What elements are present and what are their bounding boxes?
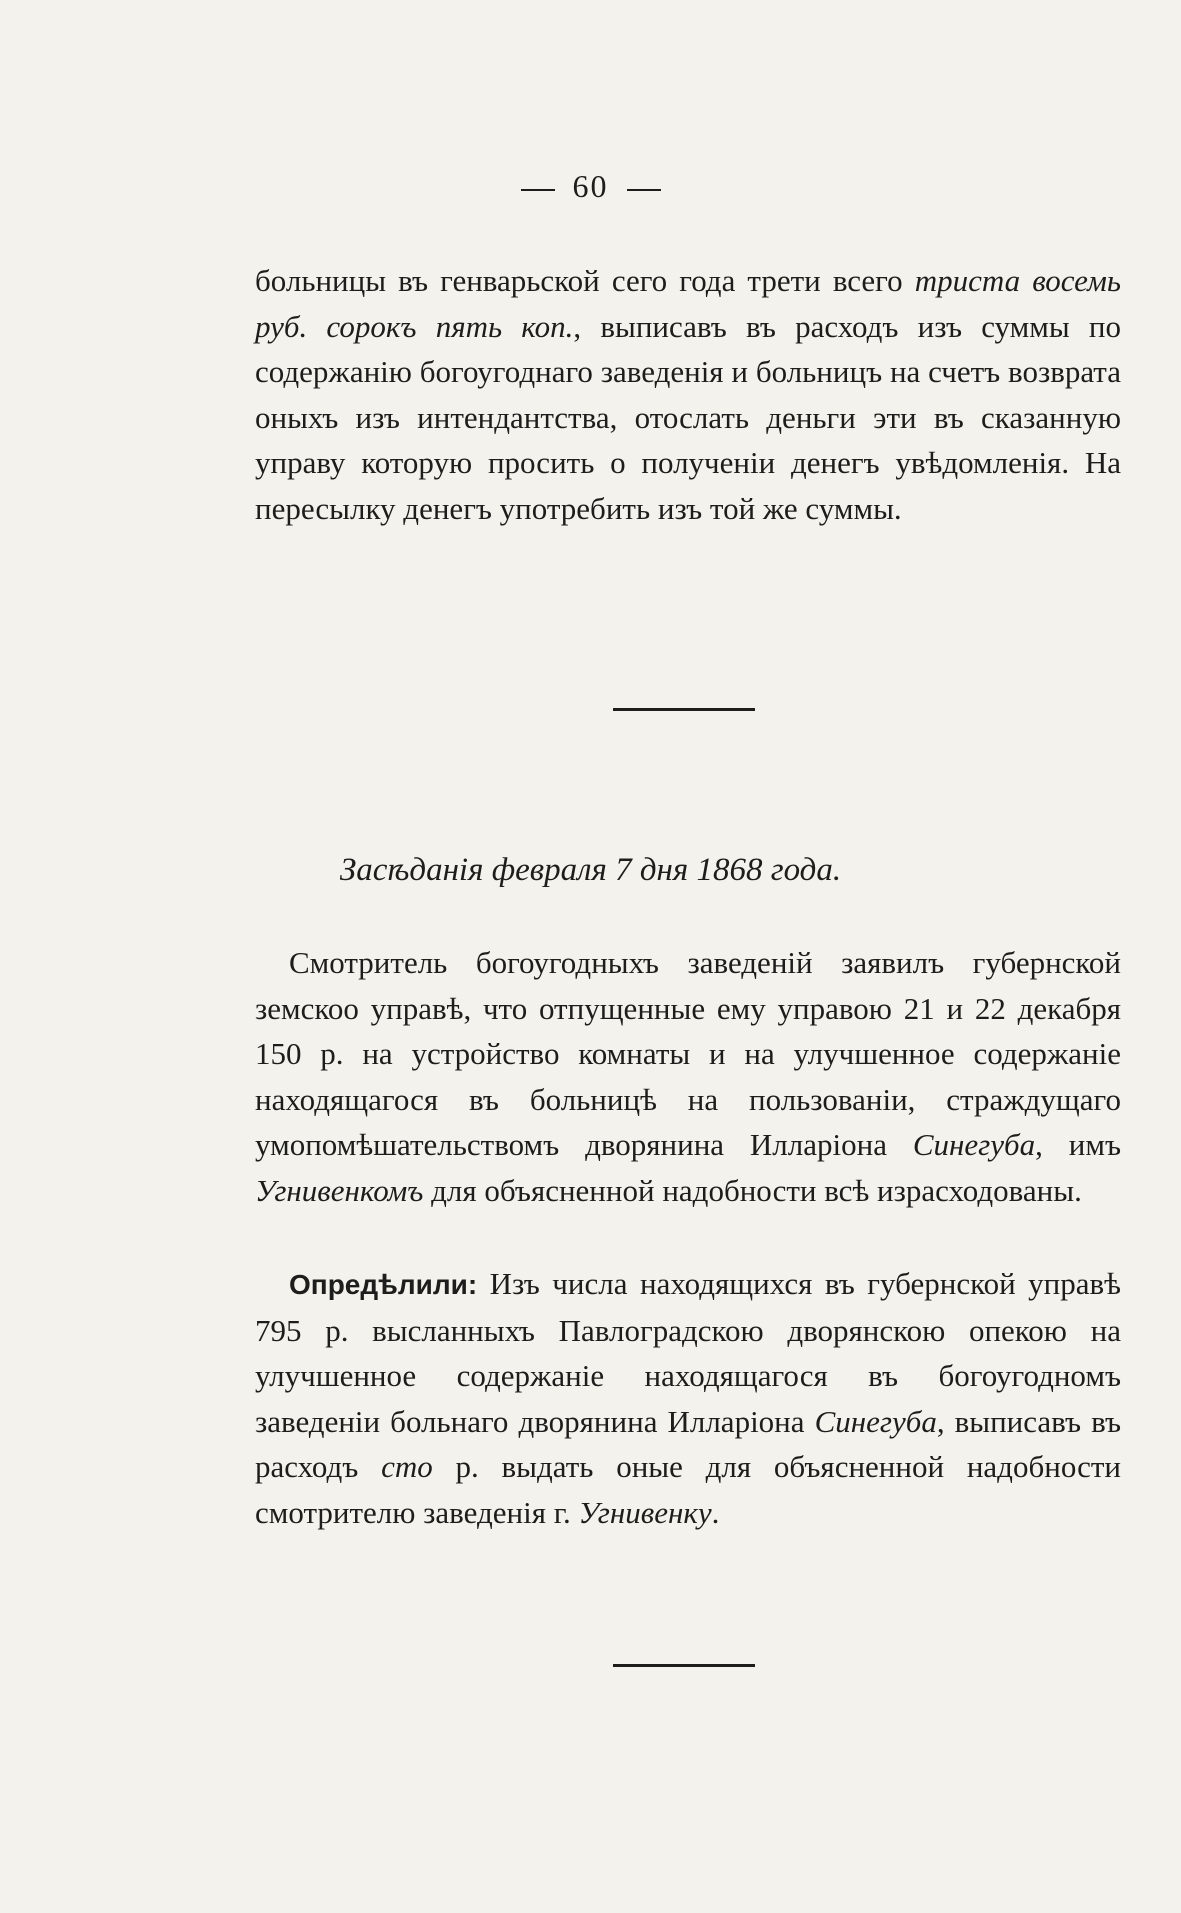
resolution-paragraph: [255, 1261, 1121, 1535]
statement-paragraph: [255, 940, 1121, 1213]
page-number-dash-right: [627, 189, 661, 191]
top-paragraph-amount: триста восемь руб. сорокъ пять коп.: [255, 263, 1121, 344]
resolution-text-1: Изъ числа находящихся въ губернской управѣ 795 р. высланныхъ Павлоградскою дворянскою опекою на улучшенное содержаніе находящагося въ богоугодномъ заведеніи больнаго дворянина Илларіона: [255, 1266, 1121, 1439]
resolution-label: Опредѣлили:: [289, 1269, 478, 1300]
bleed-through-texture: [255, 540, 1125, 580]
statement-text-2: , имъ: [1035, 1127, 1121, 1162]
top-paragraph-text-1: больницы въ генварьской сего года трети всего: [255, 263, 915, 298]
resolution-text-3: р. выдать оные для объясненной надобности смотрителю заведенія г.: [255, 1449, 1121, 1530]
resolution-text-2: , выписавъ въ расходъ: [255, 1403, 1121, 1484]
statement-text-3: для объясненной надобности всѣ израсходованы.: [423, 1172, 1082, 1208]
session-heading: Засѣданія февраля 7 дня 1868 года.: [339, 852, 842, 888]
resolution-name-sinegub: Синегуба: [814, 1403, 937, 1439]
section-divider-top: [613, 708, 755, 711]
statement-name-ugnivenko: Угнивенкомъ: [255, 1172, 424, 1208]
page-number-value: 60: [572, 168, 609, 204]
resolution-amount: сто: [381, 1449, 433, 1484]
statement-name-sinegub: Синегуба: [912, 1127, 1036, 1162]
resolution-name-ugnivenko: Угнивенку: [578, 1494, 712, 1530]
section-divider-bottom: [613, 1664, 755, 1667]
resolution-text-4: .: [711, 1494, 720, 1530]
statement-text-1: Смотритель богоугодныхъ заведеній заявилъ губернской земскоо управѣ, что отпущенные ему управою 21 и 22 декабря 150 р. на устройство комнаты и на улучшенное содержаніе находящагося въ больницѣ на пользованіи, страждущаго умопомѣшательствомъ дворянина Илларіона: [255, 945, 1121, 1162]
page-number-dash-left: [521, 189, 555, 191]
page-number: [0, 168, 1181, 205]
top-paragraph: [255, 258, 1121, 531]
top-paragraph-text-2: , выписавъ въ расходъ изъ суммы по содержанію богоугоднаго заведенія и больницъ на счетъ возврата оныхъ изъ интендантства, отослать деньги эти въ сказанную управу которую просить о полученіи денегъ увѣдомленія. На пересылку денегъ употребить изъ той же суммы.: [255, 308, 1122, 526]
